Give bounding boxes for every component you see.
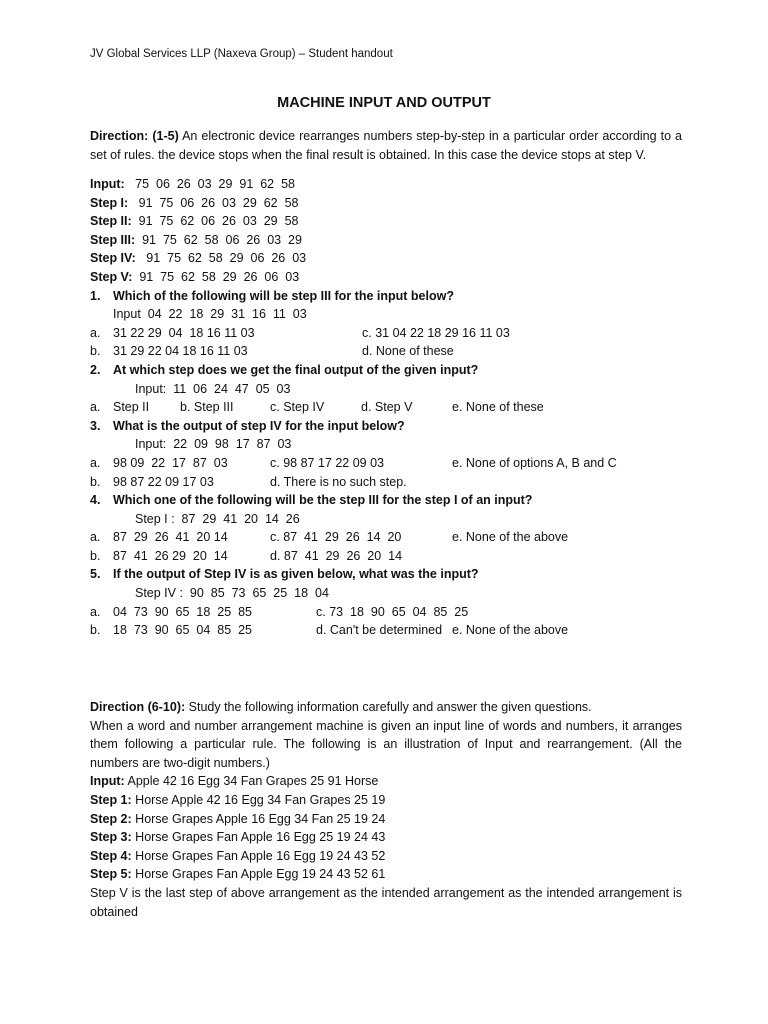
option-c[interactable]: c. 31 04 22 18 29 16 11 03 [362,325,510,340]
option-e[interactable]: e. None of options A, B and C [452,455,617,470]
step-value: 91 75 62 58 06 26 03 29 [135,232,302,247]
step-row [90,791,682,810]
step-label: Step V: [90,269,133,284]
direction-text: Study the following information carefully and answer the given questions. [185,700,592,714]
option-b[interactable]: 87 41 26 29 20 14 [113,548,228,563]
step-row [90,175,682,194]
step-label: Step 2: [90,811,132,826]
step-label: Step III: [90,232,136,247]
question-text: Which of the following will be step III for the input below? [113,288,454,303]
step-value: 91 75 62 58 29 26 06 03 [132,269,300,284]
question-number: 3. [90,418,101,433]
option-c[interactable]: c. 73 18 90 65 04 85 25 [316,604,469,619]
page-title: MACHINE INPUT AND OUTPUT [277,95,491,111]
option-row [90,473,682,492]
step-value: Horse Grapes Fan Apple 16 Egg 19 24 43 52 [131,848,386,863]
question-number: 5. [90,567,101,582]
step-label: Input: [90,774,125,789]
question-given [90,584,682,603]
step-value: 91 75 62 58 29 06 26 03 [135,251,307,266]
option-row [90,603,682,622]
option-letter: a. [90,325,101,340]
step-row [90,810,682,829]
direction-6-10 [90,698,682,921]
direction-label: Direction (6-10): [90,700,186,714]
option-row [90,398,682,417]
option-b[interactable]: 18 73 90 65 04 85 25 [113,623,253,638]
direction-text: An electronic device rearranges numbers step-by-step in a particular order according to a set of rules. the device stops when the final result is obtained. In this case the device stops at step V. [90,129,683,162]
step-value: Horse Apple 42 16 Egg 34 Fan Grapes 25 19 [131,792,386,807]
direction-label: Direction: (1-5) [90,129,179,143]
step-row [90,847,682,866]
steps-block-1 [90,175,682,640]
question-given [90,380,682,399]
question-number: 4. [90,493,101,508]
option-d[interactable]: d. None of these [362,344,454,359]
option-e[interactable]: e. None of the above [452,623,569,638]
step-label: Step 3: [90,830,132,845]
step-label: Step 4: [90,848,132,863]
step-value: 91 75 06 26 03 29 62 58 [128,195,299,210]
question-text: What is the output of step IV for the input below? [113,418,405,433]
option-a[interactable]: 04 73 90 65 18 25 85 [113,604,253,619]
option-b[interactable]: 98 87 22 09 17 03 [113,474,214,489]
question-text: If the output of Step IV is as given below, what was the input? [113,567,479,582]
step-row [90,231,682,250]
closing-text: Step V is the last step of above arrangement as the intended arrangement as the intended arrangement is obtained [90,885,682,919]
option-a[interactable]: Step II [113,400,150,415]
question-number: 2. [90,362,101,377]
option-e[interactable]: e. None of the above [452,530,569,545]
step-row [90,249,682,268]
step-label: Step 1: [90,792,132,807]
option-letter: a. [90,530,101,545]
option-c[interactable]: c. 87 41 29 26 14 20 [270,530,402,545]
option-row [90,342,682,361]
step-row [90,772,682,791]
step-row [90,268,682,287]
option-letter: b. [90,344,101,359]
option-d[interactable]: d. 87 41 29 26 20 14 [270,548,403,563]
question-given [90,435,682,454]
question-number: 1. [90,288,101,303]
option-letter: a. [90,455,101,470]
option-letter: b. [90,548,101,563]
step-label: Step 5: [90,867,132,882]
question-given [90,510,682,529]
step-value: Horse Grapes Apple 16 Egg 34 Fan 25 19 24 [131,811,386,826]
option-a[interactable]: 31 22 29 04 18 16 11 03 [113,325,255,340]
option-row [90,621,682,640]
option-a[interactable]: 87 29 26 41 20 14 [113,530,228,545]
option-row [90,454,682,473]
step-value: Horse Grapes Fan Apple Egg 19 24 43 52 61 [131,867,386,882]
given-input: Input: 22 09 98 17 87 03 [135,437,292,452]
question-text: At which step does we get the final output of the given input? [113,362,479,377]
direction-1-5 [90,127,682,164]
step-row [90,828,682,847]
option-e[interactable]: e. None of these [452,400,544,415]
option-b[interactable]: 31 29 22 04 18 16 11 03 [113,344,248,359]
page-header: JV Global Services LLP (Naxeva Group) – Student handout [90,48,393,60]
option-c[interactable]: c. 98 87 17 22 09 03 [270,455,384,470]
step-label: Input: [90,177,125,191]
question-4 [90,491,682,510]
question-given [90,305,682,324]
step-label: Step IV: [90,251,136,266]
given-input: Input: 11 06 24 47 05 03 [135,381,291,396]
option-letter: a. [90,604,101,619]
step-row [90,194,682,213]
step-value: 75 06 26 03 29 91 62 58 [124,177,295,191]
option-d[interactable]: d. Step V [361,400,413,415]
option-row [90,324,682,343]
question-1 [90,287,682,306]
option-a[interactable]: 98 09 22 17 87 03 [113,455,228,470]
question-5 [90,565,682,584]
step-row [90,865,682,884]
illustration-paragraph: When a word and number arrangement machine is given an input line of words and numbers, it arranges them following a particular rule. The following is an illustration of Input and rearrangement. (All the numbers are two-digit numbers.) [90,718,682,770]
option-letter: b. [90,474,101,489]
option-letter: a. [90,400,101,415]
step-label: Step I: [90,195,129,210]
given-input: Step I : 87 29 41 20 14 26 [135,511,300,526]
option-row [90,528,682,547]
question-3 [90,417,682,436]
option-d[interactable]: d. There is no such step. [270,474,407,489]
option-b[interactable]: b. Step III [180,400,234,415]
question-text: Which one of the following will be the step III for the step I of an input? [113,493,533,508]
step-value: Apple 42 16 Egg 34 Fan Grapes 25 91 Horse [124,774,379,789]
direction-line [90,698,682,717]
option-letter: b. [90,623,101,638]
option-row [90,547,682,566]
step-row [90,212,682,231]
given-input: Input 04 22 18 29 31 16 11 03 [113,307,307,322]
question-2 [90,361,682,380]
option-d[interactable]: d. Can't be determined [316,623,443,638]
step-value: 91 75 62 06 26 03 29 58 [131,214,299,229]
option-c[interactable]: c. Step IV [270,400,325,415]
step-label: Step II: [90,214,132,229]
given-input: Step IV : 90 85 73 65 25 18 04 [135,586,329,601]
step-value: Horse Grapes Fan Apple 16 Egg 25 19 24 43 [131,830,386,845]
